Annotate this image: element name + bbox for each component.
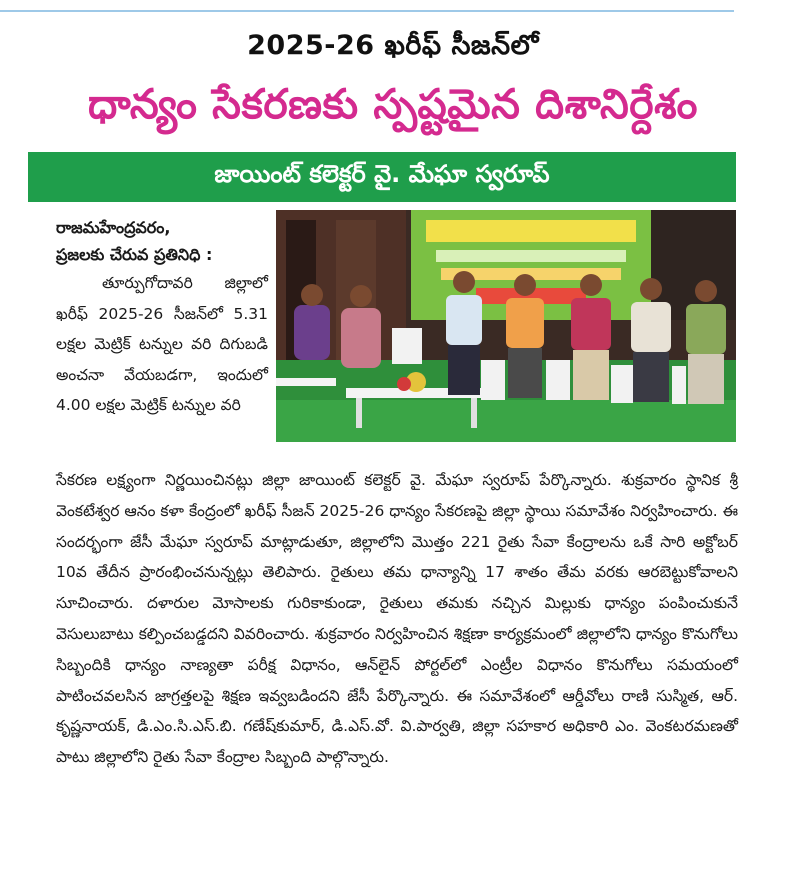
dateline-reporter: ప్రజలకు చేరువ ప్రతినిధి : [56, 245, 213, 264]
meeting-photo-illustration [276, 210, 736, 442]
body-paragraph: సేకరణ లక్ష్యంగా నిర్ణయించినట్లు జిల్లా జాయింట్ కలెక్టర్ వై. మేఘా స్వరూప్ పేర్కొన్నారు. శుక్రవారం స్థానిక శ్రీ వెంకటేశ్వర ఆనం కళా కేంద్రంలో ఖరీఫ్ సీజన్ 2025-26 ధాన్యం సేకరణపై జిల్లా స్థాయి సమావేశం నిర్వహించారు. ఈ సందర్భంగా జేసీ మేఘా స్వరూప్ మాట్లాడుతూ, జిల్లాలోని మొత్తం 221 రైతు సేవా కేంద్రాలను ఒకే సారి అక్టోబర్ 10వ తేదీన ప్రారంభించనున్నట్లు తెలిపారు. రైతులు తమ ధాన్యాన్ని 17 శాతం తేమ వరకు ఆరబెట్టుకోవాలని సూచించారు. దళారుల మోసాలకు గురికాకుండా, రైతులు తమకు నచ్చిన మిల్లుకు ధాన్యం పంపించుకునే వెసులుబాటు కల్పించబడ్డదని వివరించారు. శుక్రవారం నిర్వహించిన శిక్షణా కార్యక్రమంలో జిల్లాలోని ధాన్యం కొనుగోలు సిబ్బందికి ధాన్యం నాణ్యతా పరీక్ష విధానం, ఆన్‌లైన్ పోర్టల్‌లో ఎంట్రీల విధానం కొనుగోలు సమయంలో పాటించవలసిన జాగ్రత్తలపై శిక్షణ ఇవ్వబడిందని జేసీ పేర్కొన్నారు. ఈ సమావేశంలో ఆర్డీవోలు రాణి సుస్మిత, ఆర్. కృష్ణనాయక్, డి.ఎం.సి.ఎస్.బి. గణేష్‌కుమార్, డి.ఎస్.వో. వి.పార్వతి, జిల్లా సహకార అధికారి ఎం. వెంకటరమణతో పాటు జిల్లాలోని రైతు సేవా కేంద్రాల సిబ్బంది పాల్గొన్నారు. [56, 471, 738, 767]
event-photo [276, 210, 736, 442]
article-kicker: 2025-26 ఖరీఫ్ సీజన్‌లో [247, 30, 539, 61]
top-divider [0, 10, 734, 12]
byline-bar [28, 152, 736, 202]
dateline [56, 214, 266, 268]
lead-paragraph: తూర్పుగోదావరి జిల్లాలో ఖరీఫ్ 2025-26 సీజన్‌లో 5.31 లక్షల మెట్రిక్ టన్నుల వరి దిగుబడి అంచనా వేయబడగా, ఇందులో 4.00 లక్షల మెట్రిక్ టన్నుల వరి [56, 274, 268, 414]
dateline-place: రాజమహేంద్రవరం, [56, 218, 171, 237]
byline-text: జాయింట్ కలెక్టర్ వై. మేఘా స్వరూప్ [214, 160, 550, 188]
article-headline: ధాన్యం సేకరణకు స్పష్టమైన దిశానిర్దేశం [88, 80, 698, 128]
